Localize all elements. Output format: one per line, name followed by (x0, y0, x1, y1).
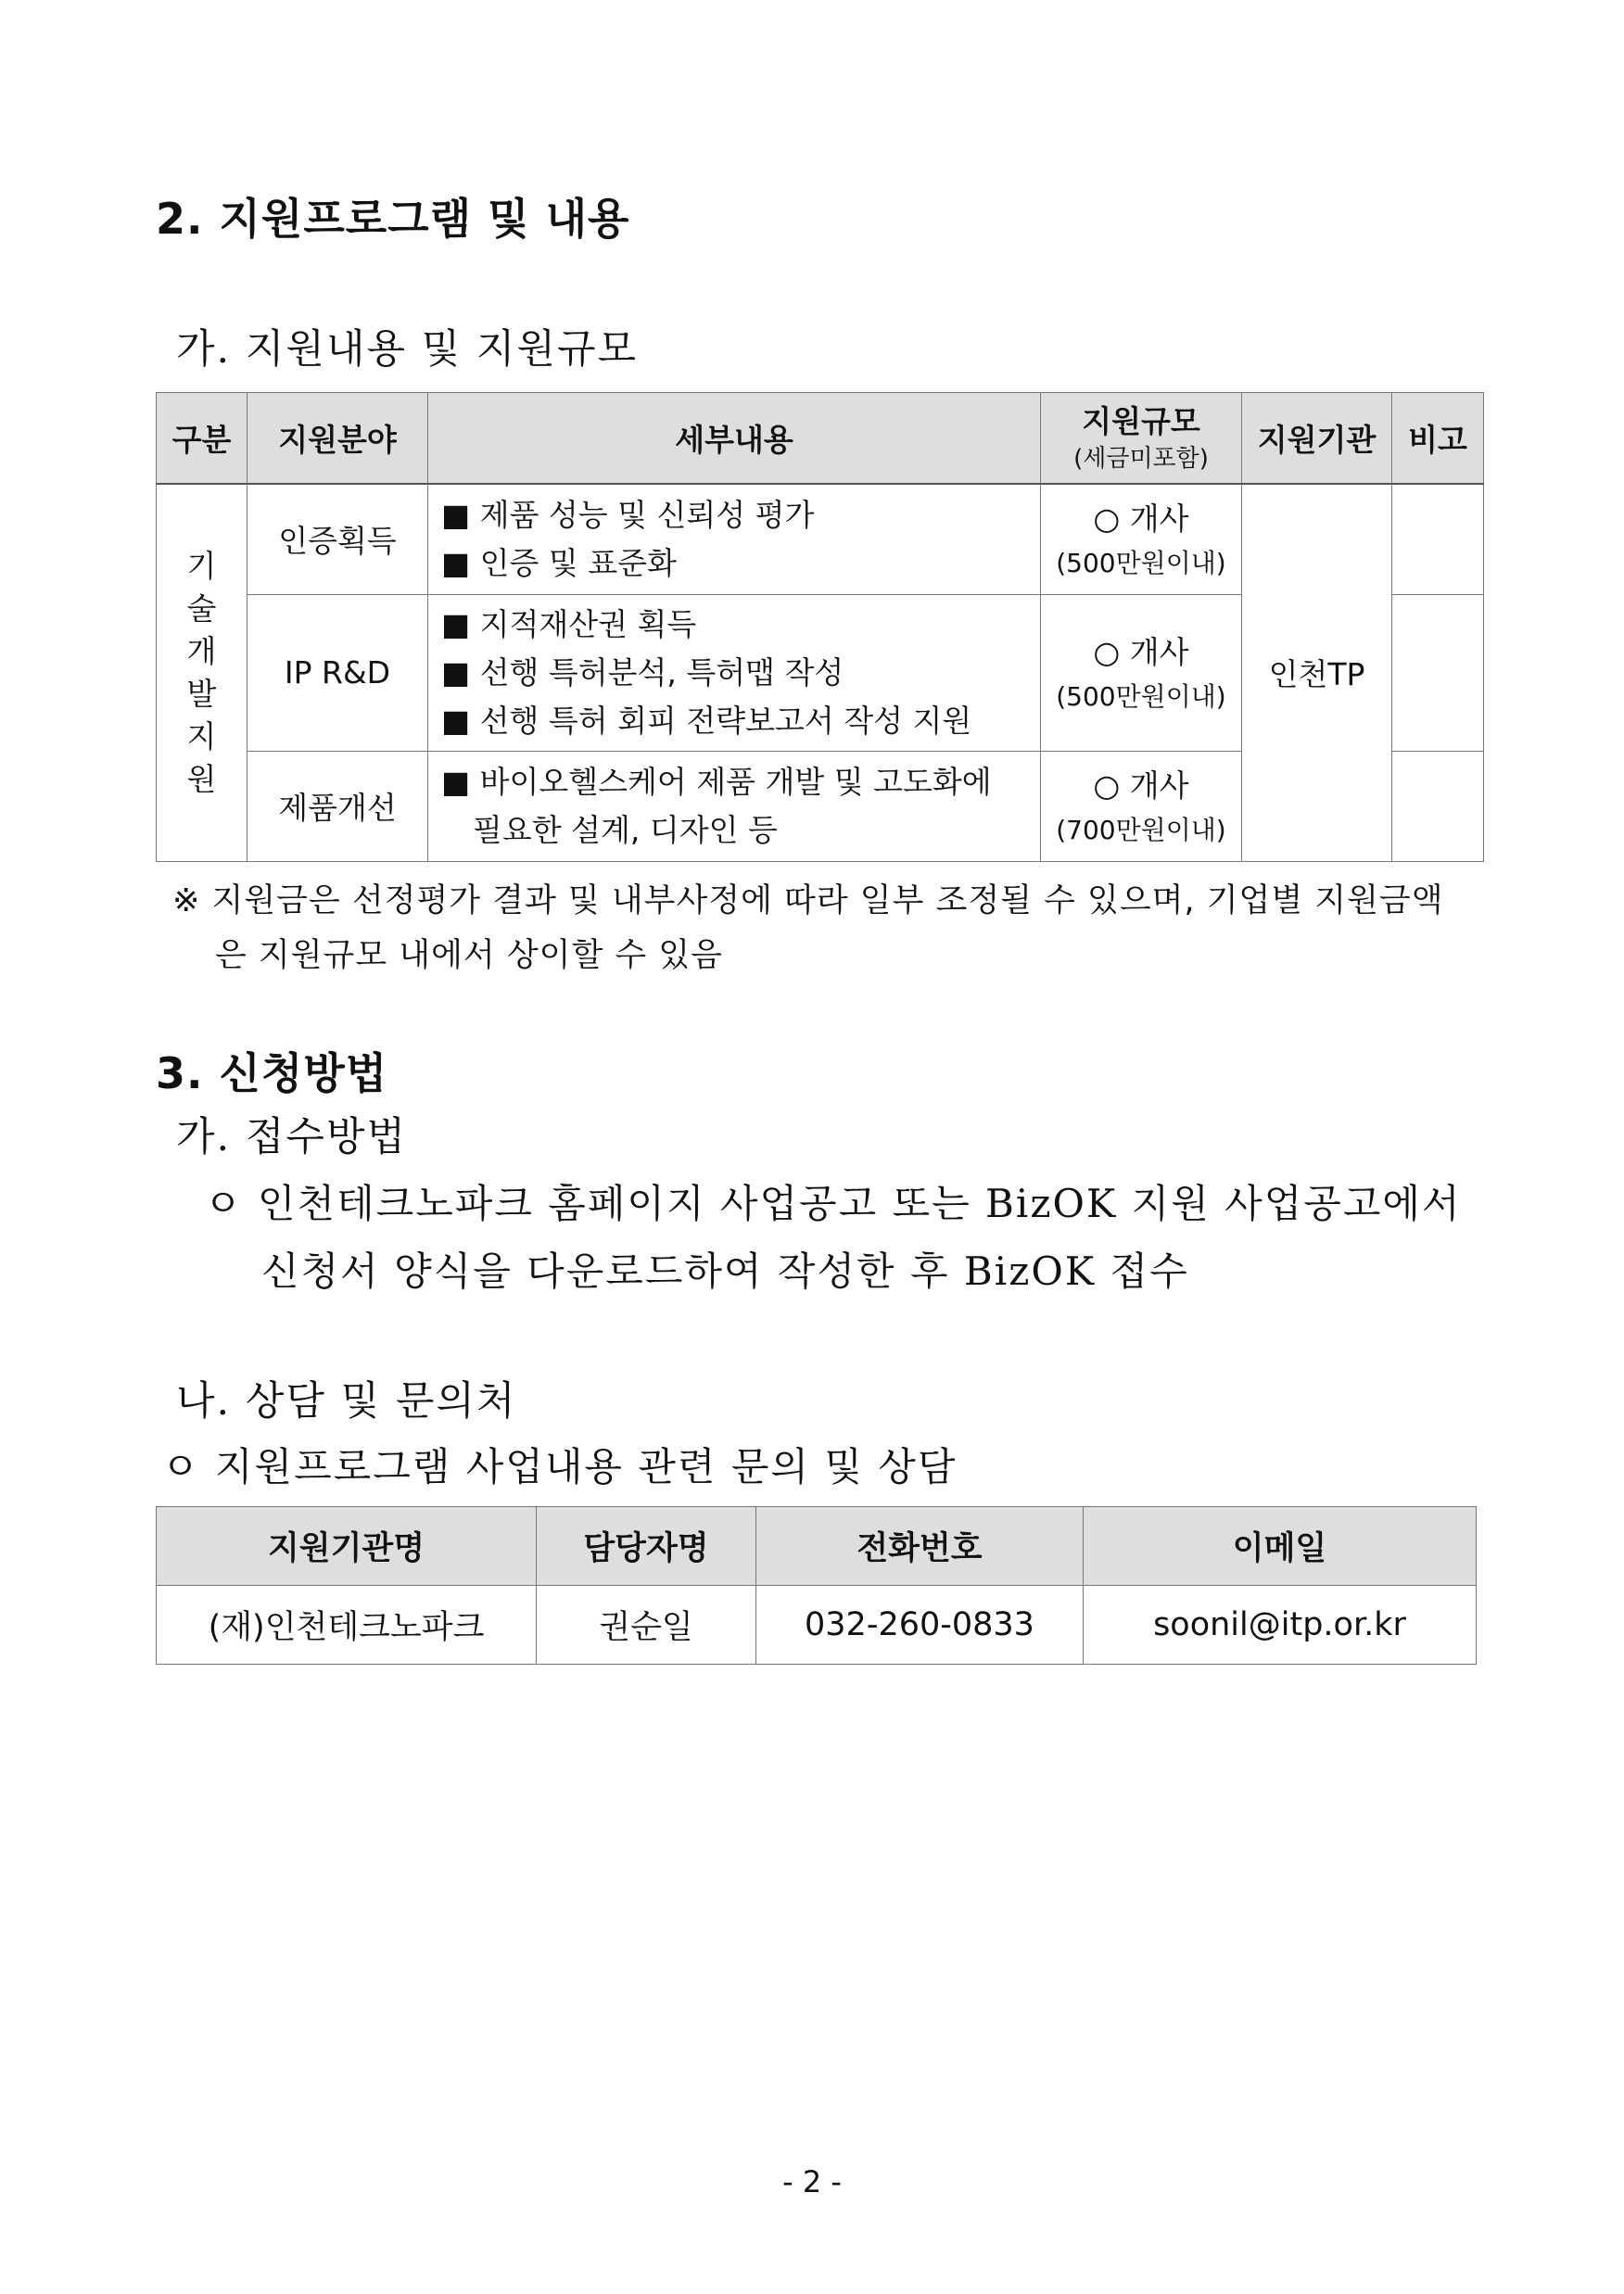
note-line-1: ※ 지원금은 선정평가 결과 및 내부사정에 따라 일부 조정될 수 있으며, 기업별 지원금액 (172, 882, 1444, 919)
remarks-cell (1392, 484, 1484, 594)
detail-item: ■ 선행 특허분석, 특허맵 작성 (441, 653, 844, 691)
header-scale-note: (세금미포함) (1073, 444, 1209, 473)
section-3-subtitle-a: 가. 접수방법 (176, 1114, 408, 1160)
note-line-2: 은 지원규모 내에서 상이할 수 있음 (215, 937, 723, 974)
category-char: 발 (186, 675, 217, 712)
header-agency-name: 지원기관명 (157, 1507, 537, 1586)
scale-cell (1041, 751, 1242, 861)
header-scale-label: 지원규모 (1082, 402, 1200, 439)
detail-item: ■ 바이오헬스케어 제품 개발 및 고도화에 필요한 설계, 디자인 등 (441, 763, 992, 848)
section-3-title: 3. 신청방법 (156, 1048, 388, 1098)
header-category: 구분 (157, 393, 247, 485)
application-line-2: 신청서 양식을 다운로드하여 작성한 후 BizOK 접수 (261, 1248, 1189, 1294)
section-2-subtitle-a: 가. 지원내용 및 지원규모 (176, 326, 639, 373)
detail-cell (428, 594, 1041, 751)
page-number: - 2 - (782, 2164, 842, 2199)
detail-item: ■ 지적재산권 획득 (441, 605, 697, 642)
scale-cell (1041, 484, 1242, 594)
detail-item: ■ 선행 특허 회피 전략보고서 작성 지원 (441, 702, 972, 739)
field-cell: 제품개선 (247, 751, 428, 861)
table-row (157, 484, 1484, 594)
contact-table-header-row (157, 1507, 1477, 1586)
scale-count: ○ 개사 (1093, 767, 1189, 804)
header-email: 이메일 (1084, 1507, 1477, 1586)
category-cell (157, 484, 247, 861)
remarks-cell (1392, 751, 1484, 861)
support-table-header-row (157, 393, 1484, 485)
contact-intro-line: ㅇ 지원프로그램 사업내용 관련 문의 및 상담 (161, 1444, 958, 1489)
header-phone: 전화번호 (756, 1507, 1084, 1586)
header-contact-person: 담당자명 (537, 1507, 756, 1586)
section-2-title: 2. 지원프로그램 및 내용 (156, 194, 630, 244)
scale-cell (1041, 594, 1242, 751)
category-char: 원 (186, 760, 217, 797)
detail-item: ■ 제품 성능 및 신뢰성 평가 (441, 496, 815, 533)
phone-cell: 032-260-0833 (756, 1586, 1084, 1665)
header-remarks: 비고 (1392, 393, 1484, 485)
category-char: 기 (186, 547, 217, 584)
scale-count: ○ 개사 (1093, 633, 1189, 670)
scale-limit: (500만원이내) (1056, 547, 1226, 578)
header-detail: 세부내용 (428, 393, 1041, 485)
header-field: 지원분야 (247, 393, 428, 485)
scale-limit: (500만원이내) (1056, 680, 1226, 712)
detail-item: ■ 인증 및 표준화 (441, 544, 677, 581)
section-3-subtitle-b: 나. 상담 및 문의처 (176, 1378, 517, 1425)
scale-count: ○ 개사 (1093, 500, 1189, 537)
contact-table (156, 1506, 1477, 1665)
header-scale (1041, 393, 1242, 485)
table-row (157, 1586, 1477, 1665)
support-table (156, 392, 1484, 862)
detail-cell (428, 751, 1041, 861)
category-char: 개 (186, 632, 217, 669)
field-cell: IP R&D (247, 594, 428, 751)
email-cell: soonil@itp.or.kr (1084, 1586, 1477, 1665)
category-char: 술 (186, 589, 217, 627)
header-agency: 지원기관 (1242, 393, 1392, 485)
scale-limit: (700만원이내) (1056, 814, 1226, 845)
agency-cell: 인천TP (1242, 484, 1392, 861)
contact-person-cell: 권순일 (537, 1586, 756, 1665)
detail-cell (428, 484, 1041, 594)
application-line-1: ㅇ 인천테크노파크 홈페이지 사업공고 또는 BizOK 지원 사업공고에서 (204, 1181, 1462, 1226)
agency-name-cell: (재)인천테크노파크 (157, 1586, 537, 1665)
field-cell: 인증획득 (247, 484, 428, 594)
category-char: 지 (186, 717, 217, 754)
remarks-cell (1392, 594, 1484, 751)
